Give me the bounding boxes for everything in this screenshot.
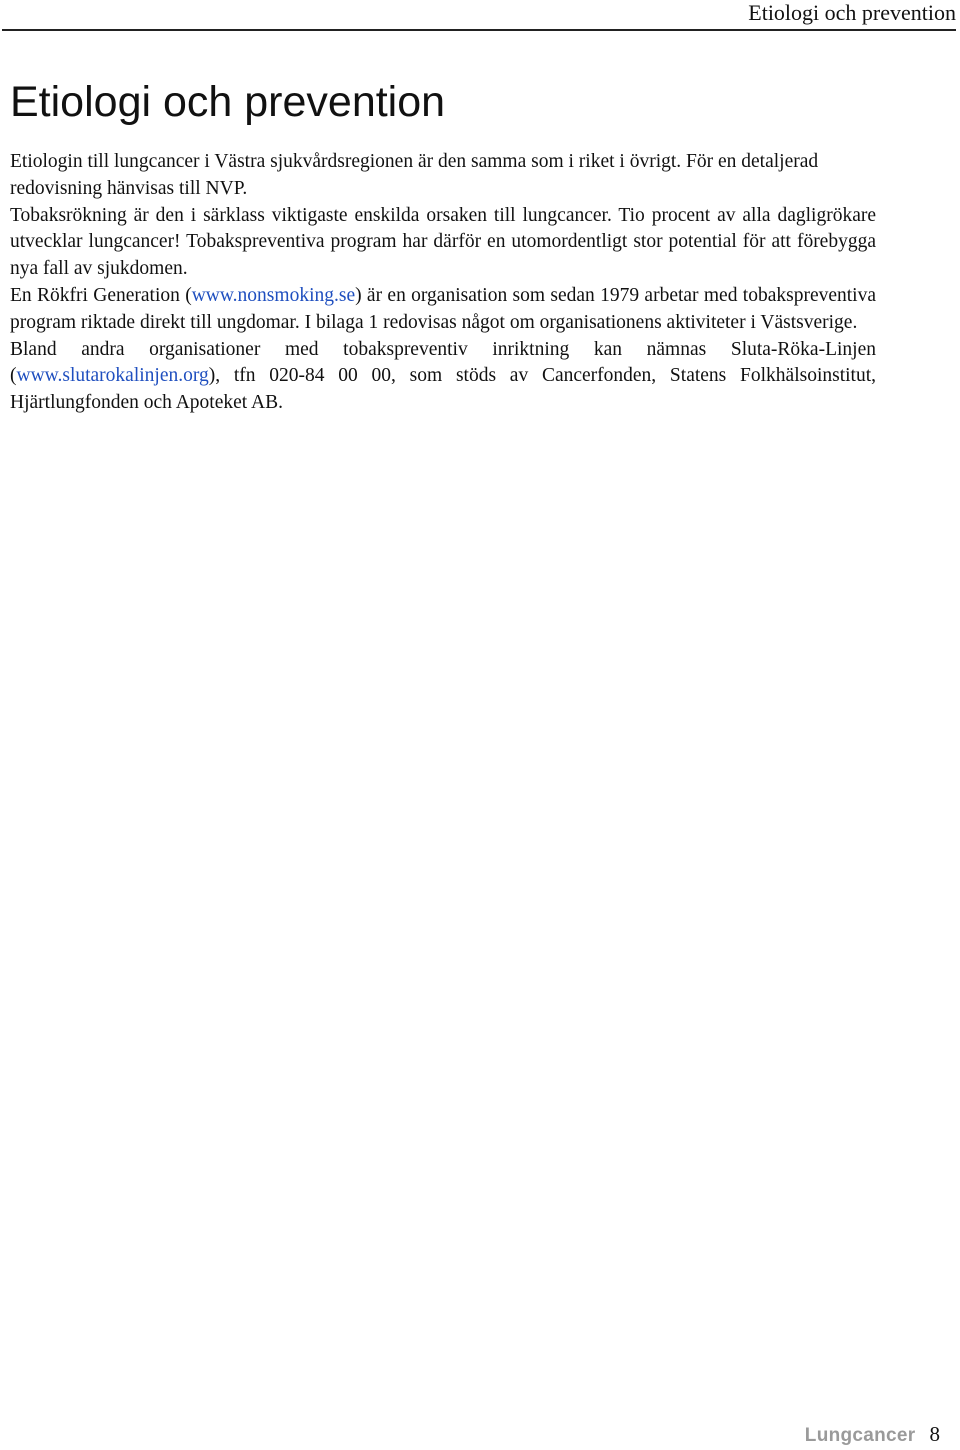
page-footer xyxy=(805,1421,940,1447)
page-title: Etiologi och prevention xyxy=(10,78,446,126)
paragraph-smoking: Tobaksrökning är den i särklass viktigaste enskilda orsaken till lungcancer. Tio procent av alla dagligrökare utvecklar lungcancer! Tobakspreventiva program har därför en utomordentligt stor potential för att förebygga nya fall av sjukdomen. xyxy=(10,204,876,280)
header-rule xyxy=(2,29,956,31)
footer-document-name: Lungcancer xyxy=(804,1425,916,1446)
body-text xyxy=(10,149,876,417)
running-header: Etiologi och prevention xyxy=(748,0,956,25)
link-nonsmoking[interactable]: www.nonsmoking.se xyxy=(191,284,356,306)
footer-page-number: 8 xyxy=(929,1422,940,1446)
paragraph-rokfri-generation xyxy=(10,283,876,337)
link-slutarokalinjen[interactable]: www.slutarokalinjen.org xyxy=(16,365,209,387)
paragraph-text: Bland andra organisationer med tobakspreventiv inriktning kan nämnas Sluta-Röka-Linjen ( xyxy=(10,338,876,387)
paragraph-etiology: Etiologin till lungcancer i Västra sjukvårdsregionen är den samma som i riket i övrigt. För en detaljerad redovisning hänvisas till NVP. xyxy=(10,151,819,199)
paragraph-sluta-roka-linjen xyxy=(10,337,876,417)
paragraph-text: ) är en organisation som sedan 1979 arbetar med tobakspreventiva program riktade direkt till ungdomar. I bilaga 1 redovisas något om organisationens aktiviteter i Västsverige. xyxy=(10,284,876,333)
paragraph-text: ), tfn 020-84 00 00, som stöds av Cancerfonden, Statens Folkhälsoinstitut, Hjärtlungfonden och Apoteket AB. xyxy=(10,365,876,414)
paragraph-text: En Rökfri Generation ( xyxy=(10,284,192,306)
